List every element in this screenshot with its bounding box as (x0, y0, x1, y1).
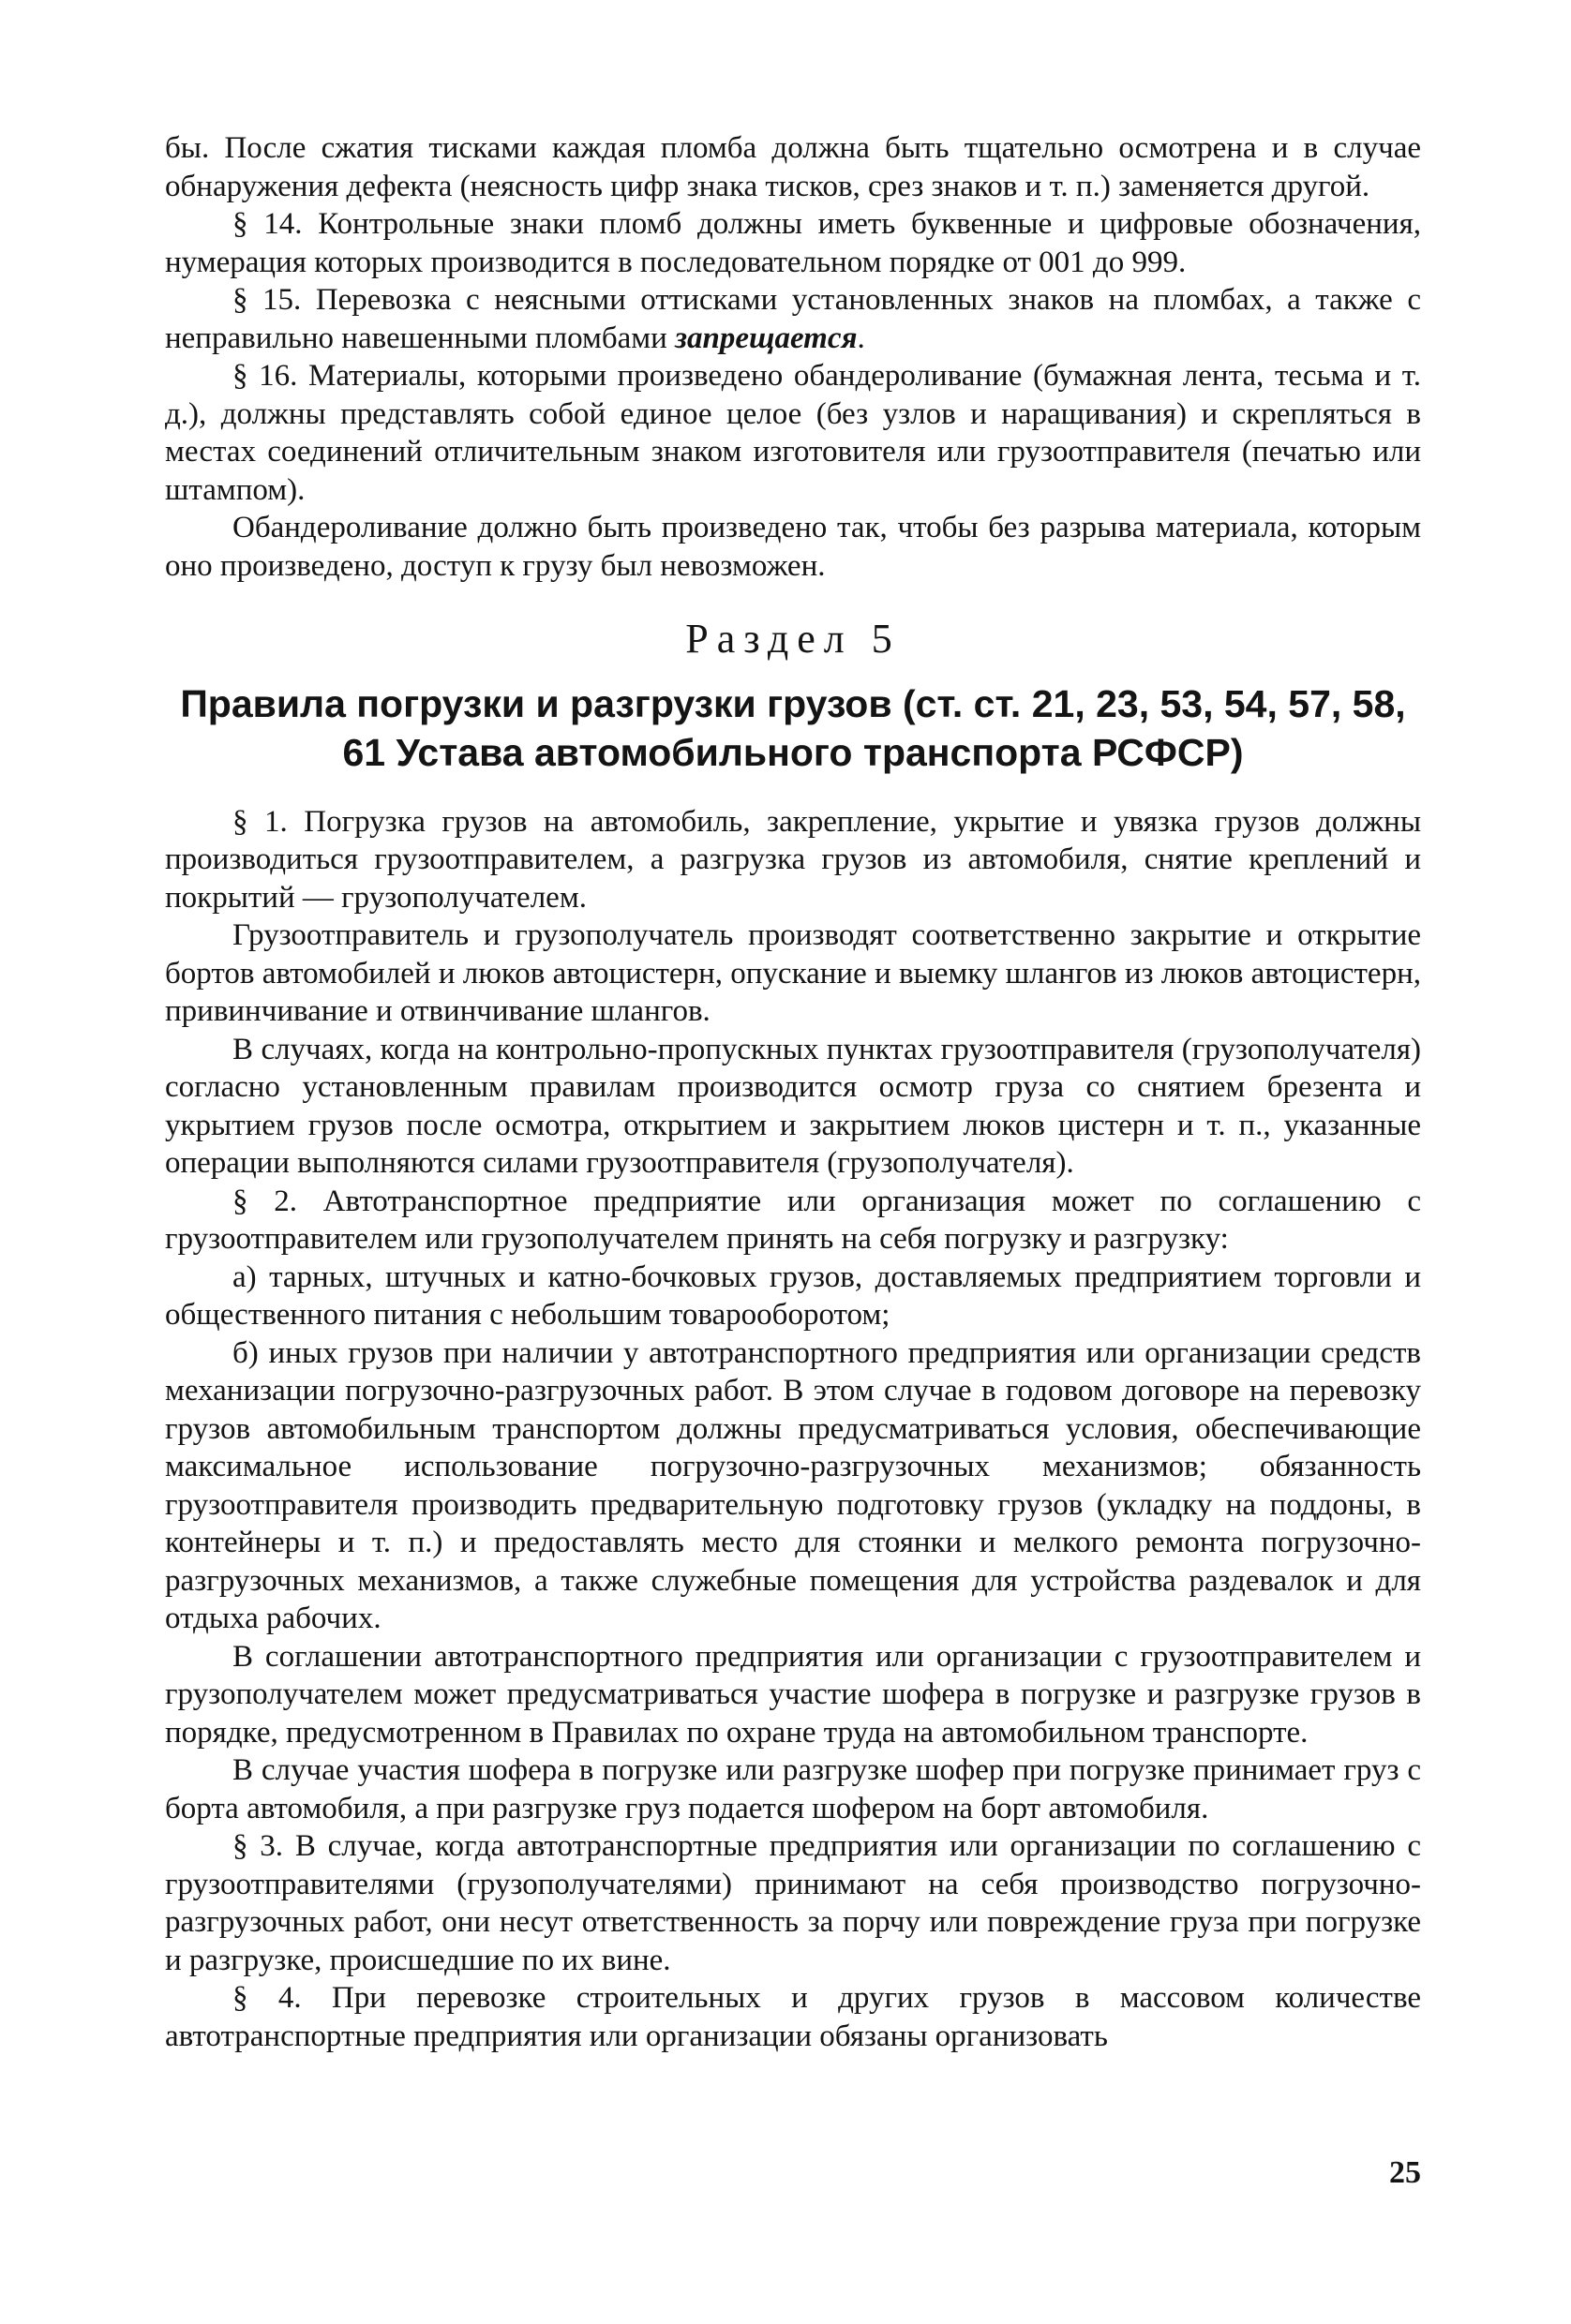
emphasis-forbidden: запрещается (675, 320, 858, 355)
section-label: Раздел 5 (685, 616, 901, 662)
paragraph-15 (165, 281, 1421, 357)
paragraph-16: § 16. Материалы, которыми произведено обандероливание (бумажная лента, тесьма и т. д.), должны представлять собой единое целое (без узлов и наращивания) и скрепляться в местах соединений отличительным знаком изготовителя или грузоотправителя (печатью или штампом). (165, 359, 1421, 507)
paragraph-s2-d: В случае участия шофера в погрузке или разгрузке шофер при погрузке принимает груз с борта автомобиля, а при разгрузке груз подается шофером на борт автомобиля. (165, 1753, 1421, 1825)
paragraph-s2: § 2. Автотранспортное предприятие или организация может по соглашению с грузоотправителем или грузополучателем принять на себя погрузку и разгрузку: (165, 1184, 1421, 1256)
paragraph-14: § 14. Контрольные знаки пломб должны иметь буквенные и цифровые обозначения, нумерация которых производится в последовательном порядке от 001 до 999. (165, 207, 1421, 279)
section-title: Правила погрузки и разгрузки грузов (ст. ст. 21, 23, 53, 54, 57, 58, 61 Устава автомобильного транспорта РСФСР) (180, 681, 1406, 774)
paragraph-15-text: § 15. Перевозка с неясными оттисками установленных знаков на пломбах, а также с неправильно навешенными пломбами (165, 283, 1421, 355)
paragraph-s1-c: В случаях, когда на контрольно-пропускных пунктах грузоотправителя (грузополучателя) согласно установленным правилам производится осмотр груза со снятием брезента и укрытием грузов после осмотра, открытием и закрытием люков цистерн и т. п., указанные операции выполняются силами грузоотправителя (грузополучателя). (165, 1032, 1421, 1180)
paragraph-s2-a: а) тарных, штучных и катно-бочковых грузов, доставляемых предприятием торговли и общественного питания с небольшим товарооборотом; (165, 1259, 1421, 1332)
paragraph-continuation: бы. После сжатия тисками каждая пломба должна быть тщательно осмотрена и в случае обнаружения дефекта (неясность цифр знака тисков, срез знаков и т. п.) заменяется другой. (165, 131, 1421, 203)
document-page (165, 129, 1421, 2055)
paragraph-s3: § 3. В случае, когда автотранспортные предприятия или организации по соглашению с грузоотправителями (грузополучателями) принимают на себя производство погрузочно-разгрузочных работ, они несут ответственность за порчу или повреждение груза при погрузке и разгрузке, происшедшие по их вине. (165, 1829, 1421, 1977)
paragraph-banding: Обандероливание должно быть произведено так, чтобы без разрыва материала, которым оно произведено, доступ к грузу был невозможен. (165, 511, 1421, 583)
paragraph-s1: § 1. Погрузка грузов на автомобиль, закрепление, укрытие и увязка грузов должны производиться грузоотправителем, а разгрузка грузов из автомобиля, снятие креплений и покрытий — грузополучателем. (165, 804, 1421, 915)
paragraph-s2-c: В соглашении автотранспортного предприятия или организации с грузоотправителем и грузополучателем может предусматриваться участие шофера в погрузке и разгрузке грузов в порядке, предусмотренном в Правилах по охране труда на автомобильном транспорте. (165, 1639, 1421, 1750)
paragraph-s1-b: Грузоотправитель и грузополучатель производят соответственно закрытие и открытие бортов автомобилей и люков автоцистерн, опускание и выемку шлангов из люков автоцистерн, привинчивание и отвинчивание шлангов. (165, 918, 1421, 1028)
page-number: 25 (1389, 2155, 1421, 2190)
paragraph-15-end: . (857, 320, 865, 355)
paragraph-s2-b: б) иных грузов при наличии у автотранспортного предприятия или организации средств механизации погрузочно-разгрузочных работ. В этом случае в годовом договоре на перевозку грузов автомобильным транспортом должны предусматриваться условия, обеспечивающие максимальное использование погрузочно-разгрузочных механизмов; обязанность грузоотправителя производить предварительную подготовку грузов (укладку на поддоны, в контейнеры и т. п.) и предоставлять место для стоянки и мелкого ремонта погрузочно-разгрузочных механизмов, а также служебные помещения для устройства раздевалок и для отдыха рабочих. (165, 1335, 1421, 1635)
paragraph-s4: § 4. При перевозке строительных и других грузов в массовом количестве автотранспортные предприятия или организации обязаны организовать (165, 1981, 1421, 2053)
